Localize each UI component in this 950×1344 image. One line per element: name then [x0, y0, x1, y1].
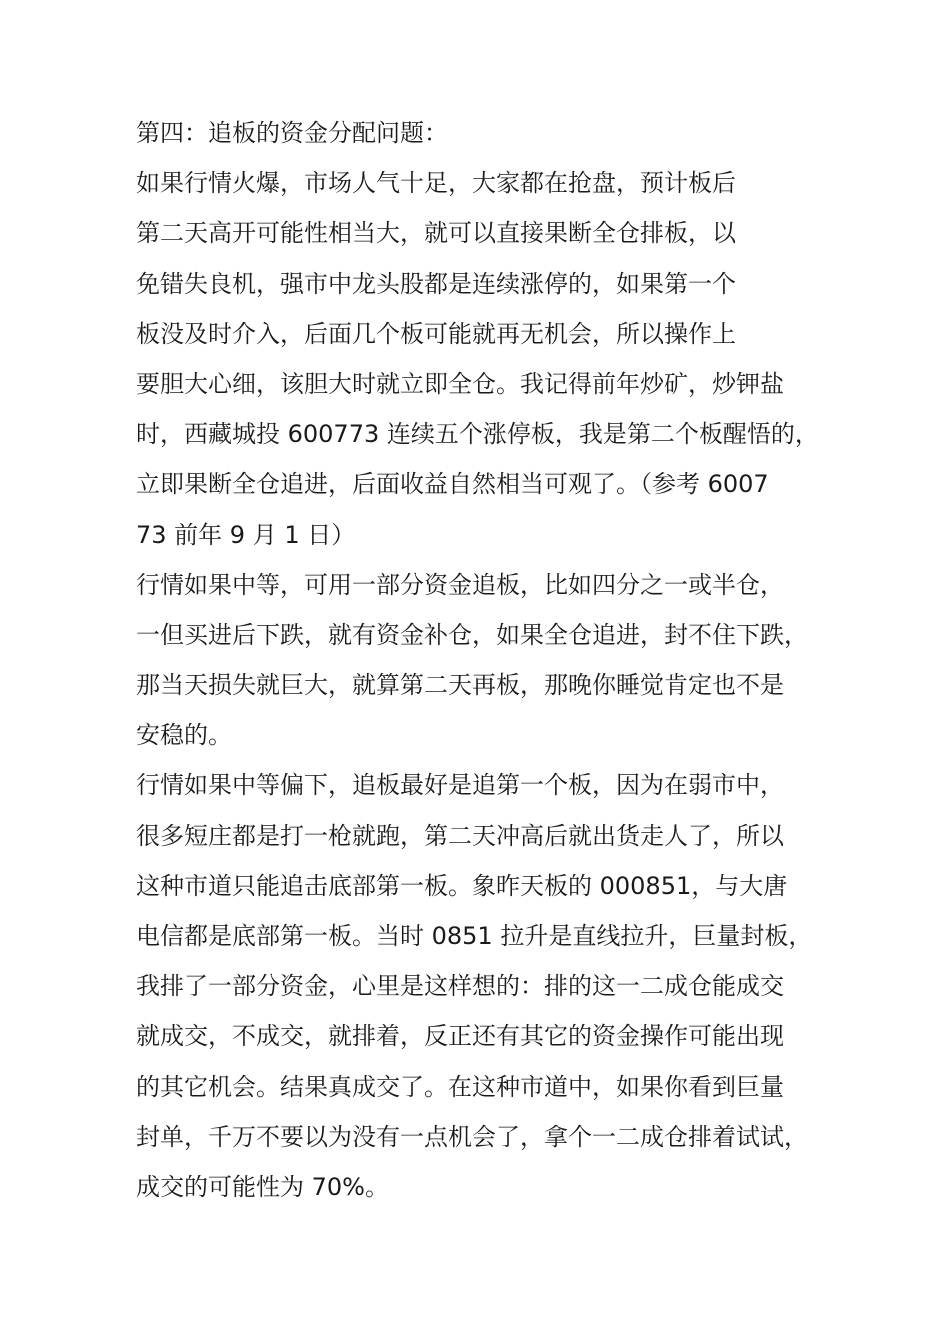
text-line: 时，西藏城投 600773 连续五个涨停板，我是第二个板醒悟的， — [136, 420, 819, 449]
text-line: 行情如果中等偏下，追板最好是追第一个板，因为在弱市中， — [136, 771, 784, 800]
text-line: 就成交，不成交，就排着，反正还有其它的资金操作可能出现 — [136, 1022, 784, 1051]
text-line: 封单，千万不要以为没有一点机会了，拿个一二成仓排着试试， — [136, 1122, 808, 1151]
text-line: 一但买进后下跌，就有资金补仓，如果全仓追进，封不住下跌， — [136, 620, 808, 649]
text-line: 立即果断全仓追进，后面收益自然相当可观了。（参考 6007 — [136, 470, 769, 499]
text-line: 要胆大心细，该胆大时就立即全仓。我记得前年炒矿，炒钾盐 — [136, 369, 784, 398]
text-line: 电信都是底部第一板。当时 0851 拉升是直线拉升，巨量封板， — [136, 922, 813, 950]
text-line: 第二天高开可能性相当大，就可以直接果断全仓排板，以 — [136, 219, 736, 248]
text-line: 第四：追板的资金分配问题： — [136, 119, 448, 147]
text-line: 板没及时介入，后面几个板可能就再无机会，所以操作上 — [136, 319, 736, 348]
text-line: 如果行情火爆，市场人气十足，大家都在抢盘，预计板后 — [136, 169, 736, 198]
text-line: 73 前年 9 月 1 日） — [136, 520, 356, 549]
text-line: 这种市道只能追击底部第一板。象昨天板的 000851，与大唐 — [136, 871, 788, 900]
text-line: 的其它机会。结果真成交了。在这种市道中，如果你看到巨量 — [136, 1072, 784, 1101]
text-line: 安稳的。 — [136, 721, 232, 750]
text-line: 成交的可能性为 70%。 — [136, 1172, 389, 1201]
article-body — [136, 108, 836, 1212]
text-line: 我排了一部分资金，心里是这样想的：排的这一二成仓能成交 — [136, 972, 784, 1001]
text-line: 很多短庄都是打一枪就跑，第二天冲高后就出货走人了，所以 — [136, 821, 784, 850]
text-line: 行情如果中等，可用一部分资金追板，比如四分之一或半仓， — [136, 570, 784, 599]
text-line: 那当天损失就巨大，就算第二天再板，那晚你睡觉肯定也不是 — [136, 671, 784, 700]
text-line: 免错失良机，强市中龙头股都是连续涨停的，如果第一个 — [136, 269, 736, 298]
